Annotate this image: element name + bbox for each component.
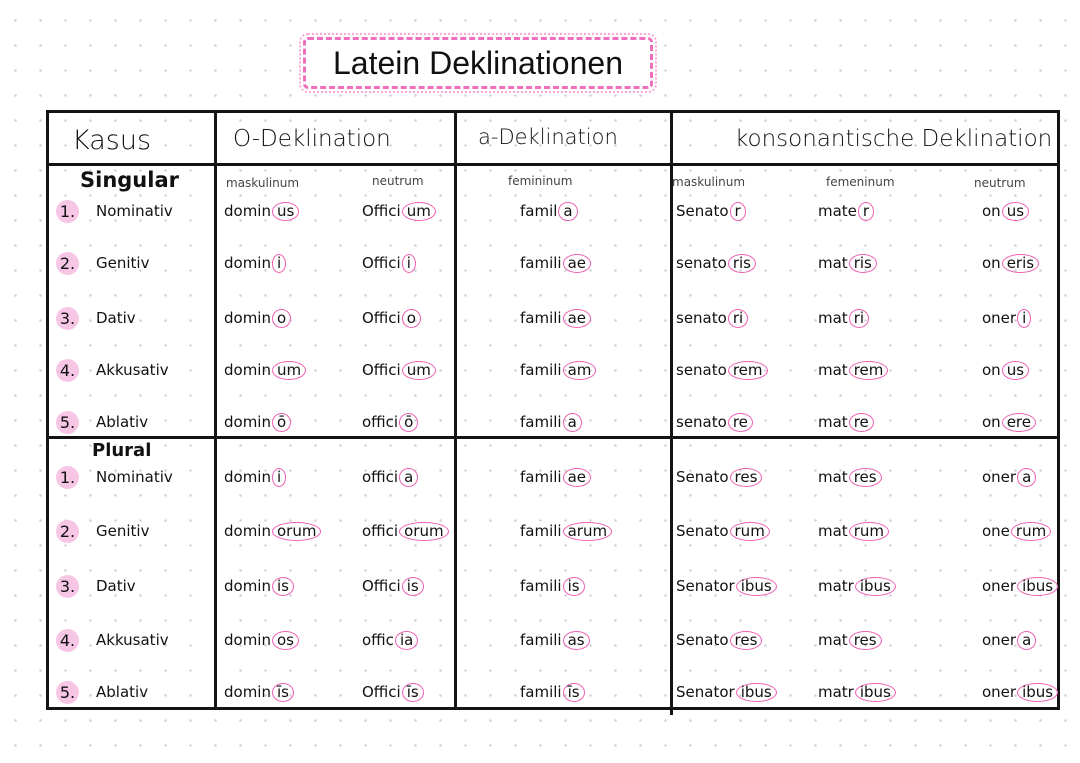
column-divider-kons xyxy=(670,110,673,715)
form-cell-a-femininum xyxy=(520,413,582,432)
section-plural: Plural xyxy=(92,440,152,461)
word-stem: oner xyxy=(982,631,1017,649)
form-cell-o-neutrum xyxy=(362,309,421,328)
form-cell-a-femininum xyxy=(520,631,590,650)
ending-highlight: am xyxy=(563,361,597,380)
form-cell-a-femininum xyxy=(520,361,596,380)
ending-highlight: um xyxy=(402,361,436,380)
word-stem: domin xyxy=(224,631,271,649)
ending-highlight: um xyxy=(402,202,436,221)
column-divider-a xyxy=(454,110,457,710)
form-cell-k-neutrum xyxy=(982,631,1036,650)
word-stem: mat xyxy=(818,522,848,540)
word-stem: offici xyxy=(362,522,399,540)
word-stem: domin xyxy=(224,522,271,540)
word-stem: mate xyxy=(818,202,857,220)
word-stem: on xyxy=(982,413,1001,431)
ending-highlight: a xyxy=(1017,631,1036,650)
word-stem: mat xyxy=(818,309,848,327)
form-cell-o-maskulinum xyxy=(224,683,294,702)
form-cell-o-neutrum xyxy=(362,468,418,487)
case-label: Dativ xyxy=(96,577,136,595)
form-cell-k-maskulinum xyxy=(676,254,756,273)
form-cell-o-maskulinum xyxy=(224,309,291,328)
form-cell-o-maskulinum xyxy=(224,202,299,221)
word-stem: famili xyxy=(520,254,562,272)
ending-highlight: ae xyxy=(563,254,591,273)
ending-highlight: orum xyxy=(272,522,321,541)
form-cell-a-femininum xyxy=(520,683,585,702)
form-cell-o-maskulinum xyxy=(224,577,294,596)
word-stem: famili xyxy=(520,683,562,701)
singular-plural-divider xyxy=(46,436,1060,439)
section-singular: Singular xyxy=(80,168,179,192)
word-stem: Offici xyxy=(362,361,401,379)
table-top-border xyxy=(46,110,1060,113)
ending-highlight: arum xyxy=(563,522,612,541)
word-stem: offic xyxy=(362,631,394,649)
form-cell-o-neutrum xyxy=(362,683,424,702)
form-cell-o-neutrum xyxy=(362,577,424,596)
form-cell-a-femininum xyxy=(520,522,612,541)
form-cell-o-maskulinum xyxy=(224,631,299,650)
ending-highlight: i xyxy=(1017,309,1031,328)
word-stem: famili xyxy=(520,577,562,595)
word-stem: famili xyxy=(520,631,562,649)
case-number-badge: 2. xyxy=(56,252,79,275)
case-label: Akkusativ xyxy=(96,361,169,379)
word-stem: famili xyxy=(520,468,562,486)
form-cell-o-neutrum xyxy=(362,413,418,432)
form-cell-k-femeninum xyxy=(818,254,877,273)
word-stem: domin xyxy=(224,577,271,595)
case-number-badge: 4. xyxy=(56,629,79,652)
header-a-deklination: a-Deklination xyxy=(478,125,618,149)
word-stem: on xyxy=(982,202,1001,220)
form-cell-o-neutrum xyxy=(362,522,449,541)
form-cell-a-femininum xyxy=(520,468,591,487)
word-stem: oner xyxy=(982,309,1017,327)
header-konsonantische-deklination: konsonantische Deklination xyxy=(735,126,1053,152)
ending-highlight: re xyxy=(728,413,753,432)
ending-highlight: rem xyxy=(849,361,889,380)
case-number-badge: 1. xyxy=(56,200,79,223)
ending-highlight: o xyxy=(272,309,291,328)
word-stem: on xyxy=(982,361,1001,379)
ending-highlight: is xyxy=(563,577,585,596)
ending-highlight: res xyxy=(849,468,882,487)
word-stem: mat xyxy=(818,468,848,486)
ending-highlight: o xyxy=(402,309,421,328)
form-cell-k-neutrum xyxy=(982,361,1029,380)
ending-highlight: ō xyxy=(272,413,291,432)
ending-highlight: r xyxy=(730,202,746,221)
page-title: Latein Deklinationen xyxy=(303,37,653,89)
form-cell-k-femeninum xyxy=(818,468,882,487)
ending-highlight: a xyxy=(1017,468,1036,487)
word-stem: mat xyxy=(818,254,848,272)
ending-highlight: ibus xyxy=(736,683,777,702)
form-cell-o-maskulinum xyxy=(224,254,286,273)
case-number-badge: 5. xyxy=(56,411,79,434)
word-stem: Senato xyxy=(676,522,729,540)
ending-highlight: ibus xyxy=(855,683,896,702)
form-cell-o-maskulinum xyxy=(224,522,321,541)
case-number-badge: 3. xyxy=(56,307,79,330)
form-cell-k-neutrum xyxy=(982,202,1029,221)
ending-highlight: īs xyxy=(402,683,424,702)
case-label: Nominativ xyxy=(96,468,173,486)
form-cell-k-neutrum xyxy=(982,683,1058,702)
word-stem: mat xyxy=(818,413,848,431)
form-cell-k-neutrum xyxy=(982,468,1036,487)
word-stem: Senato xyxy=(676,202,729,220)
ending-highlight: ō xyxy=(399,413,418,432)
word-stem: domin xyxy=(224,309,271,327)
case-label: Genitiv xyxy=(96,254,150,272)
case-number-badge: 4. xyxy=(56,359,79,382)
form-cell-a-femininum xyxy=(520,202,578,221)
ending-highlight: rum xyxy=(849,522,889,541)
ending-highlight: rum xyxy=(1011,522,1051,541)
ending-highlight: us xyxy=(1002,202,1029,221)
word-stem: Senato xyxy=(676,468,729,486)
form-cell-k-maskulinum xyxy=(676,522,770,541)
form-cell-k-maskulinum xyxy=(676,683,777,702)
table-bottom-border xyxy=(46,707,1060,710)
word-stem: one xyxy=(982,522,1010,540)
ending-highlight: ibus xyxy=(1017,577,1058,596)
word-stem: domin xyxy=(224,202,271,220)
word-stem: senato xyxy=(676,254,727,272)
ending-highlight: ae xyxy=(563,468,591,487)
header-o-deklination: O-Deklination xyxy=(233,126,391,152)
form-cell-o-neutrum xyxy=(362,361,436,380)
word-stem: offici xyxy=(362,468,399,486)
form-cell-o-neutrum xyxy=(362,631,418,650)
ending-highlight: os xyxy=(272,631,299,650)
ending-highlight: r xyxy=(858,202,874,221)
form-cell-k-femeninum xyxy=(818,413,874,432)
table-left-border xyxy=(46,110,49,710)
header-divider xyxy=(46,163,1060,166)
word-stem: Senator xyxy=(676,683,735,701)
case-label: Nominativ xyxy=(96,202,173,220)
form-cell-k-femeninum xyxy=(818,202,874,221)
form-cell-k-neutrum xyxy=(982,309,1031,328)
ending-highlight: ris xyxy=(849,254,877,273)
ending-highlight: rum xyxy=(730,522,770,541)
ending-highlight: ae xyxy=(563,309,591,328)
gender-o-maskulinum: maskulinum xyxy=(226,176,300,190)
column-divider-o xyxy=(214,110,217,710)
form-cell-k-femeninum xyxy=(818,522,889,541)
form-cell-k-femeninum xyxy=(818,361,888,380)
word-stem: mat xyxy=(818,631,848,649)
ending-highlight: rem xyxy=(728,361,768,380)
ending-highlight: eris xyxy=(1002,254,1039,273)
ending-highlight: i xyxy=(402,254,416,273)
word-stem: Offici xyxy=(362,254,401,272)
ending-highlight: us xyxy=(1002,361,1029,380)
form-cell-k-maskulinum xyxy=(676,361,768,380)
form-cell-k-femeninum xyxy=(818,309,869,328)
case-number-badge: 3. xyxy=(56,575,79,598)
word-stem: oner xyxy=(982,683,1017,701)
form-cell-k-maskulinum xyxy=(676,577,777,596)
ending-highlight: ri xyxy=(849,309,869,328)
ending-highlight: as xyxy=(563,631,590,650)
case-label: Ablativ xyxy=(96,683,149,701)
ending-highlight: īs xyxy=(272,683,294,702)
form-cell-k-neutrum xyxy=(982,413,1036,432)
case-label: Genitiv xyxy=(96,522,150,540)
ending-highlight: ia xyxy=(395,631,418,650)
case-label: Akkusativ xyxy=(96,631,169,649)
ending-highlight: us xyxy=(272,202,299,221)
word-stem: senato xyxy=(676,309,727,327)
word-stem: domin xyxy=(224,683,271,701)
word-stem: famili xyxy=(520,361,562,379)
form-cell-k-femeninum xyxy=(818,683,896,702)
form-cell-o-maskulinum xyxy=(224,468,286,487)
ending-highlight: re xyxy=(849,413,874,432)
gender-o-neutrum: neutrum xyxy=(372,174,424,188)
ending-highlight: is xyxy=(402,577,424,596)
form-cell-k-maskulinum xyxy=(676,413,753,432)
gender-k-maskulinum: maskulinum xyxy=(672,175,746,189)
word-stem: domin xyxy=(224,254,271,272)
ending-highlight: ibus xyxy=(736,577,777,596)
word-stem: Offici xyxy=(362,309,401,327)
form-cell-k-femeninum xyxy=(818,577,896,596)
ending-highlight: a xyxy=(399,468,418,487)
gender-k-femeninum: femeninum xyxy=(826,175,895,189)
form-cell-a-femininum xyxy=(520,309,591,328)
ending-highlight: ibus xyxy=(1017,683,1058,702)
word-stem: senato xyxy=(676,413,727,431)
form-cell-o-neutrum xyxy=(362,254,416,273)
word-stem: Senato xyxy=(676,631,729,649)
form-cell-k-neutrum xyxy=(982,577,1058,596)
word-stem: oner xyxy=(982,468,1017,486)
ending-highlight: īs xyxy=(563,683,585,702)
ending-highlight: ere xyxy=(1002,413,1036,432)
case-label: Ablativ xyxy=(96,413,149,431)
word-stem: famili xyxy=(520,522,562,540)
word-stem: domin xyxy=(224,413,271,431)
form-cell-k-maskulinum xyxy=(676,631,762,650)
word-stem: Offici xyxy=(362,577,401,595)
ending-highlight: res xyxy=(730,631,763,650)
ending-highlight: ibus xyxy=(855,577,896,596)
ending-highlight: a xyxy=(563,413,582,432)
word-stem: domin xyxy=(224,468,271,486)
ending-highlight: ris xyxy=(728,254,756,273)
form-cell-o-maskulinum xyxy=(224,413,291,432)
header-kasus: Kasus xyxy=(72,125,152,156)
word-stem: offici xyxy=(362,413,399,431)
word-stem: famili xyxy=(520,309,562,327)
word-stem: matr xyxy=(818,683,854,701)
form-cell-k-maskulinum xyxy=(676,309,748,328)
ending-highlight: i xyxy=(272,468,286,487)
word-stem: mat xyxy=(818,361,848,379)
form-cell-o-neutrum xyxy=(362,202,436,221)
ending-highlight: res xyxy=(849,631,882,650)
word-stem: matr xyxy=(818,577,854,595)
word-stem: on xyxy=(982,254,1001,272)
word-stem: famili xyxy=(520,413,562,431)
ending-highlight: a xyxy=(558,202,577,221)
ending-highlight: i xyxy=(272,254,286,273)
form-cell-a-femininum xyxy=(520,254,591,273)
word-stem: Offici xyxy=(362,683,401,701)
word-stem: senato xyxy=(676,361,727,379)
form-cell-a-femininum xyxy=(520,577,585,596)
form-cell-o-maskulinum xyxy=(224,361,306,380)
form-cell-k-maskulinum xyxy=(676,202,746,221)
case-number-badge: 5. xyxy=(56,681,79,704)
form-cell-k-neutrum xyxy=(982,254,1039,273)
ending-highlight: res xyxy=(730,468,763,487)
ending-highlight: um xyxy=(272,361,306,380)
gender-a-femininum: femininum xyxy=(508,174,573,188)
case-number-badge: 1. xyxy=(56,466,79,489)
ending-highlight: orum xyxy=(399,522,448,541)
form-cell-k-femeninum xyxy=(818,631,882,650)
ending-highlight: is xyxy=(272,577,294,596)
gender-k-neutrum: neutrum xyxy=(974,176,1026,190)
form-cell-k-maskulinum xyxy=(676,468,762,487)
case-label: Dativ xyxy=(96,309,136,327)
ending-highlight: ri xyxy=(728,309,748,328)
table-right-border xyxy=(1057,110,1060,710)
form-cell-k-neutrum xyxy=(982,522,1051,541)
word-stem: domin xyxy=(224,361,271,379)
case-number-badge: 2. xyxy=(56,520,79,543)
word-stem: oner xyxy=(982,577,1017,595)
word-stem: Offici xyxy=(362,202,401,220)
word-stem: famil xyxy=(520,202,558,220)
word-stem: Senator xyxy=(676,577,735,595)
